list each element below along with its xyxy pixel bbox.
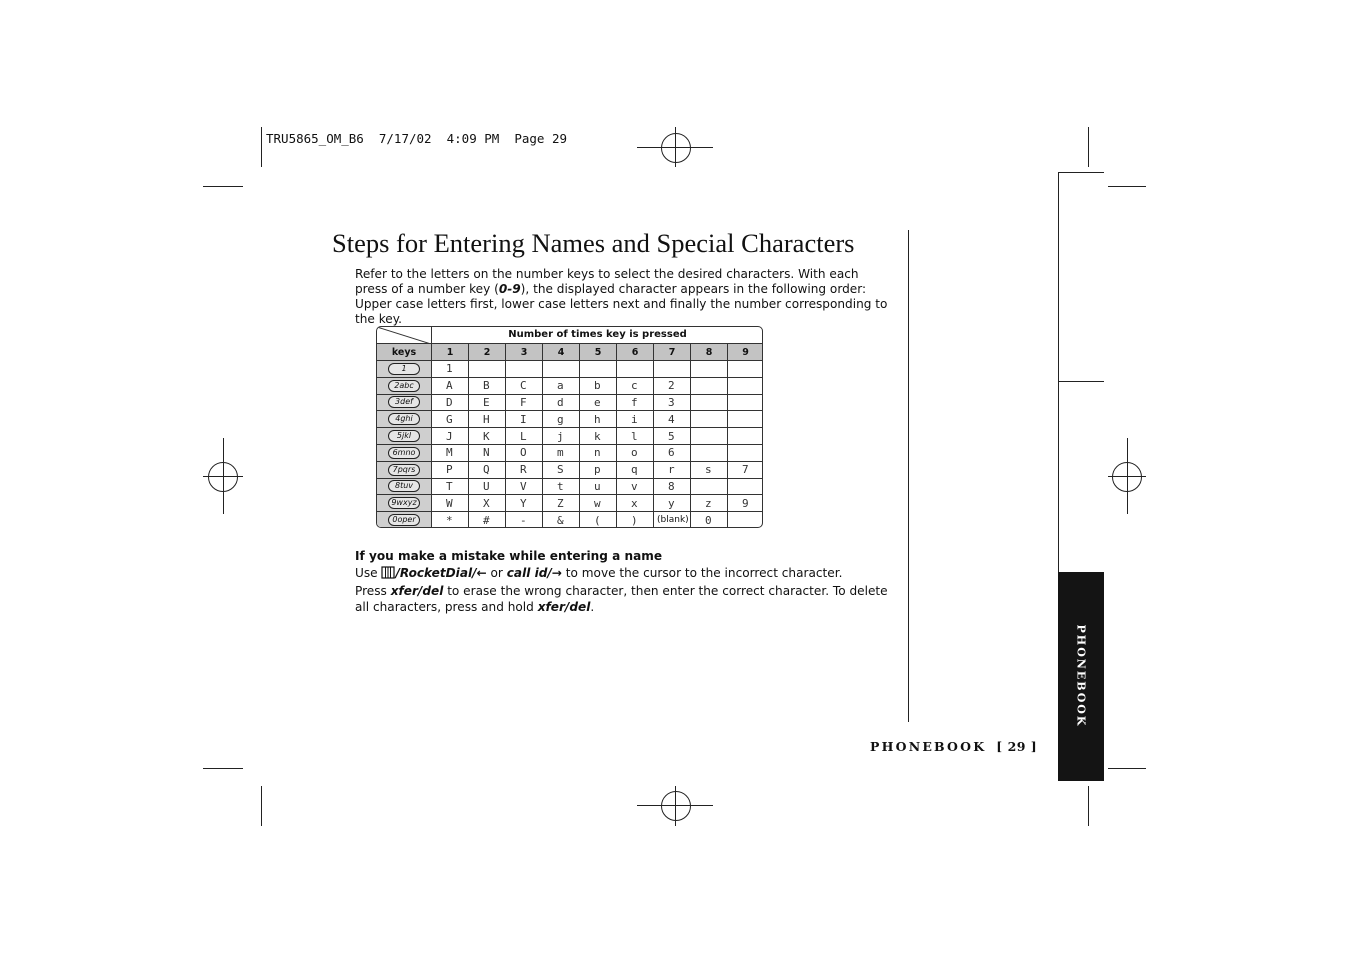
press-count-2: 2 — [468, 344, 505, 360]
char-cell: E — [468, 395, 505, 411]
char-cell: 2 — [653, 378, 690, 394]
table-row — [377, 479, 763, 495]
char-cell: (blank) — [653, 512, 690, 528]
table-row — [377, 495, 763, 511]
char-cell: F — [505, 395, 542, 411]
char-cell: ( — [579, 512, 616, 528]
char-cell: 6 — [653, 445, 690, 461]
char-cell: n — [579, 445, 616, 461]
char-cell: - — [505, 512, 542, 528]
char-cell: T — [431, 479, 468, 495]
char-cell: 4 — [653, 411, 690, 427]
crop-mark — [1088, 127, 1089, 167]
char-cell: a — [542, 378, 579, 394]
character-table — [376, 326, 763, 528]
mistake-heading: If you make a mistake while entering a name — [355, 549, 663, 563]
char-cell: 0 — [690, 512, 727, 528]
char-cell: 3 — [653, 395, 690, 411]
char-cell: 5 — [653, 428, 690, 444]
char-cell: k — [579, 428, 616, 444]
side-tab-label: PHONEBOOK — [1074, 624, 1088, 728]
crop-mark — [1088, 786, 1089, 826]
char-cell: z — [690, 495, 727, 511]
char-cell: Z — [542, 495, 579, 511]
char-cell: q — [616, 462, 653, 478]
char-cell — [727, 411, 763, 427]
page-title: Steps for Entering Names and Special Characters — [332, 228, 855, 258]
char-cell: w — [579, 495, 616, 511]
char-cell: i — [616, 411, 653, 427]
char-cell — [690, 361, 727, 377]
char-cell: * — [431, 512, 468, 528]
char-cell: G — [431, 411, 468, 427]
char-cell — [579, 361, 616, 377]
char-cell — [690, 395, 727, 411]
char-cell — [616, 361, 653, 377]
key-2abc-button: 2abc — [388, 380, 420, 392]
char-cell: K — [468, 428, 505, 444]
char-cell: P — [431, 462, 468, 478]
char-cell: 1 — [431, 361, 468, 377]
char-cell — [727, 428, 763, 444]
char-cell: b — [579, 378, 616, 394]
char-cell: s — [690, 462, 727, 478]
press-count-1: 1 — [431, 344, 468, 360]
char-cell: t — [542, 479, 579, 495]
key-0oper-button: 0oper — [388, 514, 420, 526]
char-cell: r — [653, 462, 690, 478]
press-count-6: 6 — [616, 344, 653, 360]
table-row — [377, 462, 763, 478]
keys-range: 0-9 — [498, 282, 521, 296]
char-cell — [727, 445, 763, 461]
char-cell: v — [616, 479, 653, 495]
char-cell — [727, 395, 763, 411]
print-header: TRU5865_OM_B6 7/17/02 4:09 PM Page 29 — [266, 131, 568, 146]
press-count-7: 7 — [653, 344, 690, 360]
table-row — [377, 361, 763, 377]
char-cell — [468, 361, 505, 377]
char-cell: y — [653, 495, 690, 511]
char-cell: x — [616, 495, 653, 511]
mistake-instructions: Use /RocketDial/← or call id/→ to move the cursor to the incorrect character. Press xfer/del to erase the wrong character, then enter the correct character. To delete all characters, press and hold xfer/del. — [355, 566, 888, 614]
char-cell: J — [431, 428, 468, 444]
key-5jkl-button: 5jkl — [388, 430, 420, 442]
char-cell — [690, 479, 727, 495]
vertical-rule — [908, 230, 909, 722]
char-cell: d — [542, 395, 579, 411]
key-4ghi-button: 4ghi — [388, 413, 420, 425]
press-count-header: Number of times key is pressed — [431, 327, 763, 344]
char-cell: I — [505, 411, 542, 427]
press-count-8: 8 — [690, 344, 727, 360]
char-cell: p — [579, 462, 616, 478]
table-corner-diagonal — [377, 327, 431, 344]
key-3def-button: 3def — [388, 396, 420, 408]
char-cell: L — [505, 428, 542, 444]
char-cell: B — [468, 378, 505, 394]
char-cell: g — [542, 411, 579, 427]
key-1-button: 1 — [388, 363, 420, 375]
page-number: [ 29 ] — [996, 739, 1038, 754]
char-cell: ) — [616, 512, 653, 528]
char-cell: u — [579, 479, 616, 495]
char-cell — [505, 361, 542, 377]
press-count-9: 9 — [727, 344, 763, 360]
key-8tuv-button: 8tuv — [388, 480, 420, 492]
crop-mark — [261, 127, 262, 167]
char-cell: S — [542, 462, 579, 478]
char-cell — [690, 378, 727, 394]
keys-header: keys — [377, 344, 431, 360]
char-cell — [727, 479, 763, 495]
intro-paragraph: Refer to the letters on the number keys to select the desired characters. With each press of a number key (0-9), the displayed character appears in the following order: Upper case letters first, lower case letters next and finally the number corresponding to the key. — [355, 267, 888, 326]
crop-mark — [203, 186, 243, 187]
char-cell: Y — [505, 495, 542, 511]
char-cell — [653, 361, 690, 377]
char-cell: 8 — [653, 479, 690, 495]
table-row — [377, 445, 763, 461]
char-cell: l — [616, 428, 653, 444]
press-count-4: 4 — [542, 344, 579, 360]
table-row — [377, 395, 763, 411]
press-count-5: 5 — [579, 344, 616, 360]
page-footer — [870, 739, 1037, 754]
footer-section: PHONEBOOK — [870, 739, 987, 754]
char-cell: A — [431, 378, 468, 394]
char-cell: e — [579, 395, 616, 411]
char-cell: f — [616, 395, 653, 411]
char-cell: 7 — [727, 462, 763, 478]
char-cell: U — [468, 479, 505, 495]
char-cell: V — [505, 479, 542, 495]
char-cell: m — [542, 445, 579, 461]
char-cell: o — [616, 445, 653, 461]
char-cell: N — [468, 445, 505, 461]
table-row — [377, 411, 763, 427]
char-cell — [690, 445, 727, 461]
char-cell: R — [505, 462, 542, 478]
key-6mno-button: 6mno — [388, 447, 420, 459]
key-9wxyz-button: 9wxyz — [388, 497, 420, 509]
table-row — [377, 378, 763, 394]
char-cell: X — [468, 495, 505, 511]
char-cell: C — [505, 378, 542, 394]
crop-mark — [203, 768, 243, 769]
char-cell: M — [431, 445, 468, 461]
press-count-3: 3 — [505, 344, 542, 360]
key-7pqrs-button: 7pqrs — [388, 464, 420, 476]
char-cell: & — [542, 512, 579, 528]
phonebook-icon — [381, 566, 395, 583]
char-cell: D — [431, 395, 468, 411]
char-cell — [727, 361, 763, 377]
char-cell: j — [542, 428, 579, 444]
char-cell — [727, 512, 763, 528]
char-cell — [690, 428, 727, 444]
char-cell — [690, 411, 727, 427]
char-cell: W — [431, 495, 468, 511]
char-cell: 9 — [727, 495, 763, 511]
char-cell: h — [579, 411, 616, 427]
crop-mark — [1108, 186, 1146, 187]
char-cell: # — [468, 512, 505, 528]
char-cell: Q — [468, 462, 505, 478]
crop-mark — [1108, 768, 1146, 769]
char-cell: O — [505, 445, 542, 461]
table-header-row — [377, 344, 763, 360]
char-cell — [727, 378, 763, 394]
char-cell — [542, 361, 579, 377]
table-row — [377, 512, 763, 528]
char-cell: c — [616, 378, 653, 394]
char-cell: H — [468, 411, 505, 427]
crop-mark — [261, 786, 262, 826]
table-row — [377, 428, 763, 444]
